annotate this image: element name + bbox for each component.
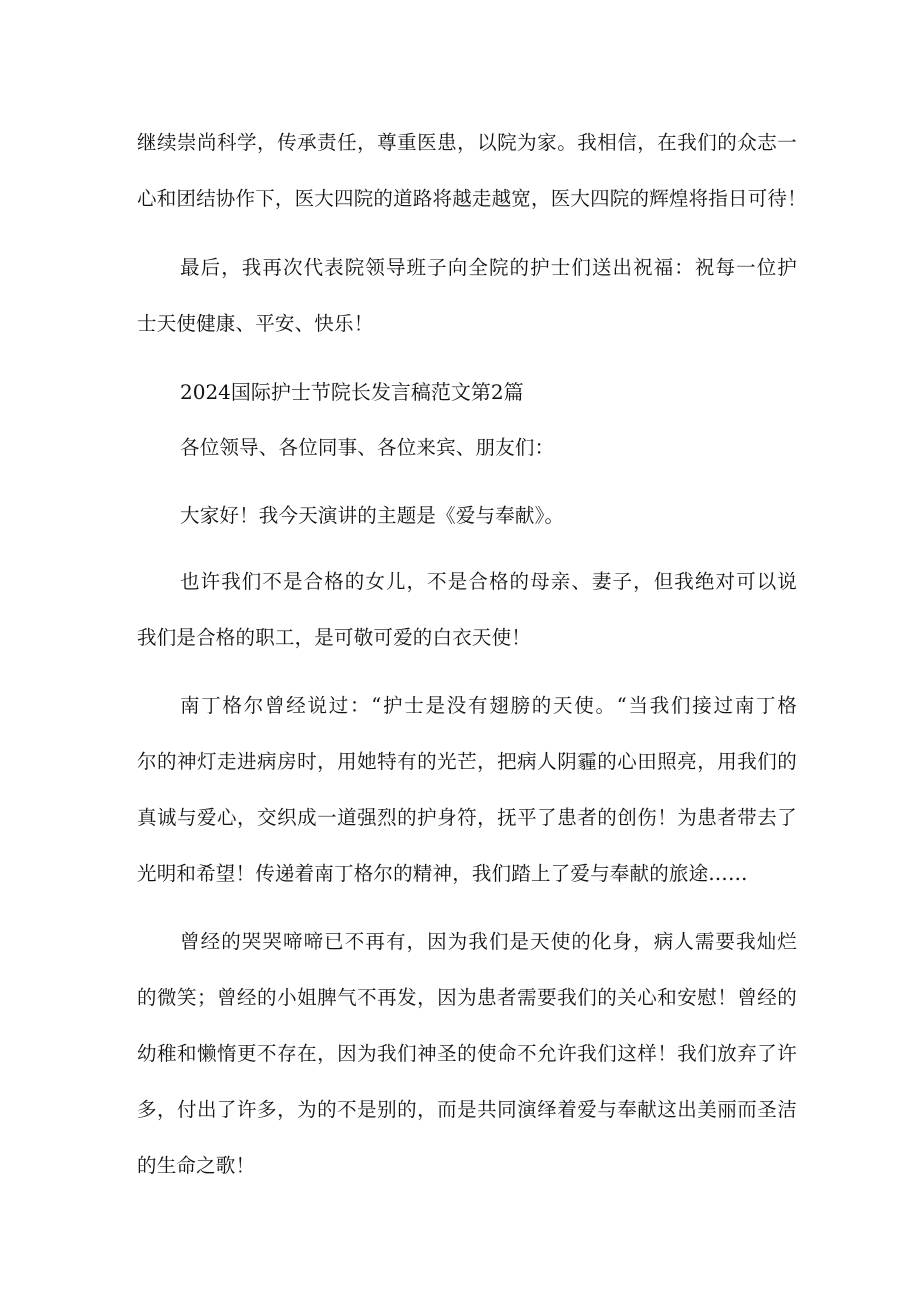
paragraph-5-line-4: 多，付出了许多，为的不是别的，而是共同演绎着爱与奉献这出美丽而圣洁: [137, 1098, 797, 1121]
section-heading: 2024国际护士节院长发言稿范文第2篇: [180, 380, 524, 404]
paragraph-1-line-1: 继续崇尚科学，传承责任，尊重医患，以院为家。我相信，在我们的众志一: [137, 131, 797, 154]
intro-line: 大家好！我今天演讲的主题是《爱与奉献》。: [180, 504, 565, 527]
paragraph-5-line-3: 幼稚和懒惰更不存在，因为我们神圣的使命不允许我们这样！我们放弃了许: [137, 1042, 797, 1065]
paragraph-2-line-2: 士天使健康、平安、快乐！: [137, 312, 374, 335]
paragraph-4-line-4: 光明和希望！传递着南丁格尔的精神，我们踏上了爱与奉献的旅途……: [137, 862, 748, 885]
paragraph-1-line-2: 心和团结协作下，医大四院的道路将越走越宽，医大四院的辉煌将指日可待！: [137, 187, 807, 210]
paragraph-2-line-1: 最后，我再次代表院领导班子向全院的护士们送出祝福：祝每一位护: [180, 256, 797, 279]
paragraph-4-line-2: 尔的神灯走进病房时，用她特有的光芒，把病人阴霾的心田照亮，用我们的: [137, 750, 797, 773]
greeting-line: 各位领导、各位同事、各位来宾、朋友们：: [180, 436, 555, 459]
paragraph-5-line-1: 曾经的哭哭啼啼已不再有，因为我们是天使的化身，病人需要我灿烂: [180, 930, 797, 953]
paragraph-5-line-2: 的微笑；曾经的小姐脾气不再发，因为患者需要我们的关心和安慰！曾经的: [137, 986, 797, 1009]
paragraph-3-line-1: 也许我们不是合格的女儿，不是合格的母亲、妻子，但我绝对可以说: [180, 570, 797, 593]
paragraph-3-line-2: 我们是合格的职工，是可敬可爱的白衣天使！: [137, 626, 532, 649]
paragraph-4-line-1: 南丁格尔曾经说过：“护士是没有翅膀的天使。“当我们接过南丁格: [180, 694, 797, 717]
paragraph-5-line-5: 的生命之歌！: [137, 1154, 256, 1177]
paragraph-4-line-3: 真诚与爱心，交织成一道强烈的护身符，抚平了患者的创伤！为患者带去了: [137, 806, 797, 829]
